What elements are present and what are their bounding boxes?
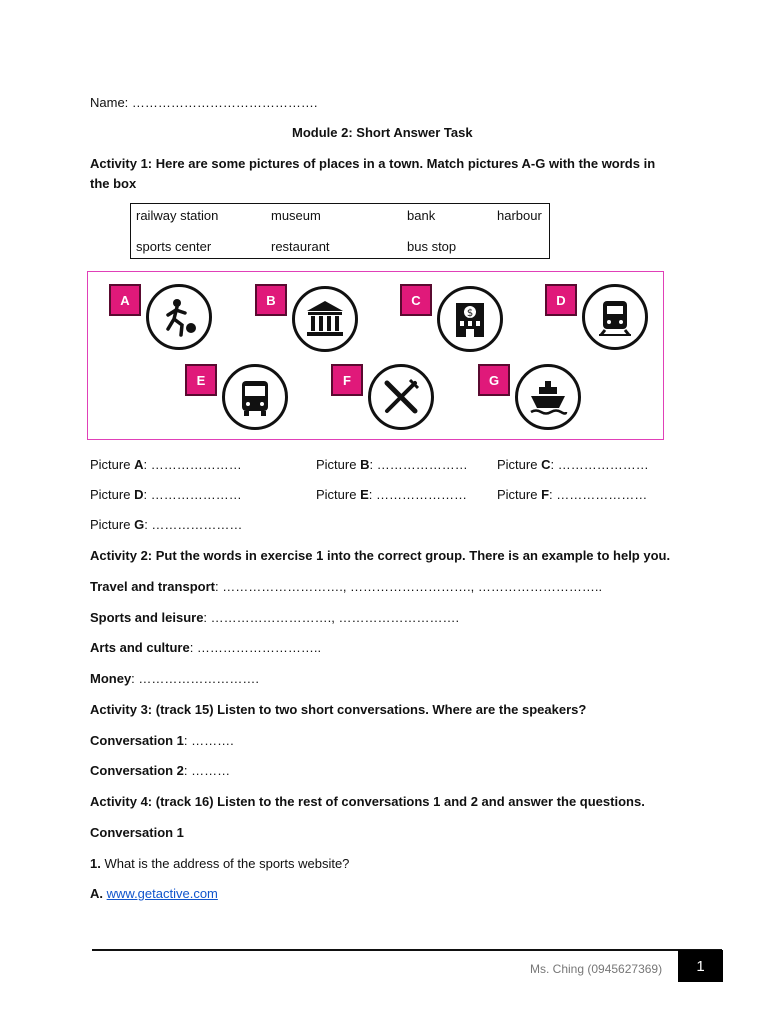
tag-e: E [185, 364, 217, 396]
word-sports-center: sports center [136, 239, 212, 254]
tag-g: G [478, 364, 510, 396]
activity1-heading-line2: the box [90, 176, 137, 191]
activity1-heading-line1: Activity 1: Here are some pictures of places in a town. Match pictures A-G with the words in [90, 156, 656, 171]
picture-answer-d: Picture D: ………………… [90, 487, 242, 502]
picture-answer-f: Picture F: ………………… [497, 487, 648, 502]
picture-answer-c: Picture C: ………………… [497, 457, 649, 472]
word-harbour: harbour [497, 208, 542, 223]
activity3-heading: Activity 3: (track 15) Listen to two short conversations. Where are the speakers? [90, 702, 587, 717]
knife-fork-icon [368, 364, 434, 430]
tag-a: A [109, 284, 141, 316]
page-number: 1 [678, 950, 723, 982]
conversation-2-answer: Conversation 2: ……… [90, 763, 231, 778]
museum-icon [292, 286, 358, 352]
football-player-icon [146, 284, 212, 350]
bank-icon [437, 286, 503, 352]
group-sports-leisure: Sports and leisure: ………………………., ………………………. [90, 610, 460, 625]
website-link[interactable]: www.getactive.com [106, 886, 218, 901]
activity4-subheading: Conversation 1 [90, 825, 184, 840]
word-bank: bank [407, 208, 436, 223]
train-icon [582, 284, 648, 350]
group-money: Money: ………………………. [90, 671, 260, 686]
activity4-heading: Activity 4: (track 16) Listen to the rest of conversations 1 and 2 and answer the questions. [90, 794, 645, 809]
answer-a: A. www.getactive.com [90, 886, 218, 901]
tag-b: B [255, 284, 287, 316]
footer-author: Ms. Ching (0945627369) [530, 962, 663, 976]
tag-d: D [545, 284, 577, 316]
bus-icon [222, 364, 288, 430]
picture-answer-a: Picture A: ………………… [90, 457, 242, 472]
word-box [130, 203, 550, 259]
question-1: 1. What is the address of the sports website? [90, 856, 350, 871]
page-title: Module 2: Short Answer Task [292, 125, 473, 140]
group-arts-culture: Arts and culture: ……………………….. [90, 640, 322, 655]
word-restaurant: restaurant [271, 239, 330, 254]
word-museum: museum [271, 208, 321, 223]
word-railway-station: railway station [136, 208, 219, 223]
picture-answer-e: Picture E: ………………… [316, 487, 467, 502]
ship-icon [515, 364, 581, 430]
word-bus-stop: bus stop [407, 239, 457, 254]
picture-answer-b: Picture B: ………………… [316, 457, 468, 472]
footer-rule [92, 949, 722, 951]
activity2-heading: Activity 2: Put the words in exercise 1 into the correct group. There is an example to help you. [90, 548, 671, 563]
group-travel-transport: Travel and transport: ………………………., ………………………., ……………………….. [90, 579, 603, 594]
picture-answer-g: Picture G: ………………… [90, 517, 243, 532]
svg-text:$: $ [466, 308, 474, 319]
conversation-1-answer: Conversation 1: ………. [90, 733, 234, 748]
name-line: Name: ……………………………………. [90, 95, 318, 110]
tag-f: F [331, 364, 363, 396]
tag-c: C [400, 284, 432, 316]
